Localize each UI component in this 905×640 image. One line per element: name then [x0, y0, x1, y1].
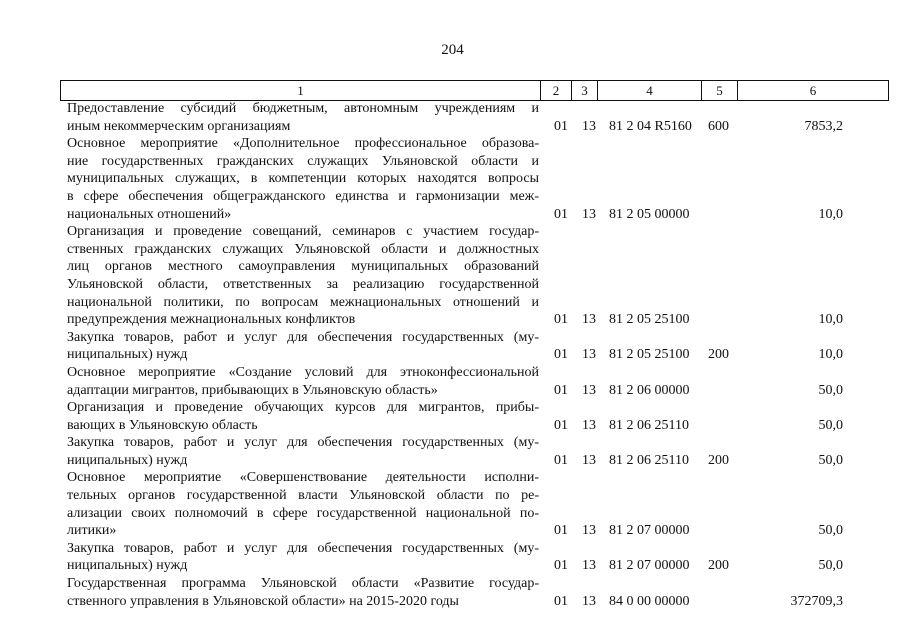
expense-type-code: 200: [708, 452, 729, 468]
table-row: [0, 469, 905, 539]
expense-type-code: 200: [708, 347, 729, 363]
section-code: 01: [554, 417, 568, 433]
table-row: [0, 364, 905, 399]
table-body: [0, 100, 905, 610]
row-description: [67, 399, 539, 434]
section-code: 01: [554, 118, 568, 134]
table-header: [60, 80, 889, 101]
description-line: Ульяновской области, ответственных за реализацию государственной: [67, 276, 539, 292]
amount: 372709,3: [790, 593, 843, 609]
table-row: [0, 434, 905, 469]
description-line: в сфере обеспечения общегражданского единства и гармонизации меж-: [67, 188, 539, 204]
amount: 7853,2: [804, 118, 843, 134]
table-row: [0, 329, 905, 364]
subsection-code: 13: [582, 523, 596, 539]
section-code: 01: [554, 558, 568, 574]
row-description: [67, 329, 539, 364]
target-article-code: 81 2 06 25110: [609, 452, 689, 468]
description-line: муниципальных служащих, в компетенции которых находятся вопросы: [67, 171, 539, 187]
target-article-code: 81 2 04 R5160: [609, 118, 692, 134]
description-line: лиц органов местного самоуправления муниципальных образований: [67, 259, 539, 275]
target-article-code: 81 2 07 00000: [609, 558, 690, 574]
description-line: Закупка товаров, работ и услуг для обеспечения государственных (му-: [67, 435, 539, 451]
table-row: [0, 575, 905, 610]
expense-type-code: 200: [708, 558, 729, 574]
description-line: национальных отношений»: [67, 206, 232, 222]
amount: 10,0: [818, 312, 843, 328]
target-article-code: 81 2 05 25100: [609, 347, 690, 363]
description-line: национальной политики, по вопросам межнациональных отношений и: [67, 294, 539, 310]
section-code: 01: [554, 452, 568, 468]
description-line: адаптации мигрантов, прибывающих в Ульяновскую область»: [67, 382, 438, 398]
amount: 10,0: [818, 347, 843, 363]
subsection-code: 13: [582, 206, 596, 222]
row-description: [67, 469, 539, 539]
table-row: [0, 100, 905, 135]
description-line: литики»: [67, 523, 117, 539]
row-description: [67, 575, 539, 610]
target-article-code: 81 2 06 25110: [609, 417, 689, 433]
subsection-code: 13: [582, 417, 596, 433]
subsection-code: 13: [582, 558, 596, 574]
description-line: Основное мероприятие «Дополнительное профессиональное образова-: [67, 136, 539, 152]
description-line: вающих в Ульяновскую область: [67, 417, 258, 433]
expense-type-code: 600: [708, 118, 729, 134]
description-line: ниципальных) нужд: [67, 452, 188, 468]
subsection-code: 13: [582, 382, 596, 398]
description-line: ниципальных) нужд: [67, 347, 188, 363]
description-line: Закупка товаров, работ и услуг для обеспечения государственных (му-: [67, 540, 539, 556]
target-article-code: 81 2 05 00000: [609, 206, 690, 222]
description-line: Государственная программа Ульяновской области «Развитие государ-: [67, 576, 539, 592]
subsection-code: 13: [582, 118, 596, 134]
target-article-code: 81 2 05 25100: [609, 312, 690, 328]
subsection-code: 13: [582, 452, 596, 468]
description-line: Предоставление субсидий бюджетным, автономным учреждениям и: [67, 101, 539, 116]
section-code: 01: [554, 382, 568, 398]
page-number: 204: [441, 42, 464, 58]
header-col-1: 1: [61, 81, 541, 100]
section-code: 01: [554, 523, 568, 539]
description-line: ние государственных гражданских служащих Ульяновской области и: [67, 153, 539, 169]
target-article-code: 81 2 06 00000: [609, 382, 690, 398]
description-line: Организация и проведение совещаний, семинаров с участием государ-: [67, 224, 539, 240]
amount: 50,0: [818, 452, 843, 468]
description-line: Основное мероприятие «Создание условий для этноконфессиональной: [67, 364, 539, 380]
amount: 50,0: [818, 558, 843, 574]
row-description: [67, 223, 539, 329]
description-line: иным некоммерческим организациям: [67, 118, 291, 134]
section-code: 01: [554, 347, 568, 363]
header-col-2: 2: [541, 81, 572, 100]
table-row: [0, 540, 905, 575]
description-line: Закупка товаров, работ и услуг для обеспечения государственных (му-: [67, 329, 539, 345]
row-description: [67, 100, 539, 135]
table-row: [0, 135, 905, 223]
description-line: ализации своих полномочий в сфере государственной национальной по-: [67, 505, 539, 521]
header-col-6: 6: [809, 83, 817, 98]
amount: 50,0: [818, 382, 843, 398]
description-line: ственных гражданских служащих Ульяновской области и должностных: [67, 241, 539, 257]
description-line: предупреждения межнациональных конфликтов: [67, 312, 356, 328]
section-code: 01: [554, 593, 568, 609]
description-line: Основное мероприятие «Совершенствование деятельности исполни-: [67, 470, 539, 486]
row-description: [67, 540, 539, 575]
table-row: [0, 223, 905, 329]
target-article-code: 84 0 00 00000: [609, 593, 690, 609]
description-line: тельных органов государственной власти Ульяновской области по ре-: [67, 488, 539, 504]
amount: 50,0: [818, 417, 843, 433]
description-line: ниципальных) нужд: [67, 558, 188, 574]
subsection-code: 13: [582, 312, 596, 328]
row-description: [67, 364, 539, 399]
subsection-code: 13: [582, 347, 596, 363]
row-description: [67, 434, 539, 469]
description-line: ственного управления в Ульяновской области» на 2015-2020 годы: [67, 593, 459, 609]
section-code: 01: [554, 312, 568, 328]
header-col-5: 5: [702, 81, 738, 100]
section-code: 01: [554, 206, 568, 222]
amount: 10,0: [818, 206, 843, 222]
target-article-code: 81 2 07 00000: [609, 523, 690, 539]
row-description: [67, 135, 539, 223]
table-row: [0, 399, 905, 434]
header-col-3: 3: [572, 81, 598, 100]
amount: 50,0: [818, 523, 843, 539]
description-line: Организация и проведение обучающих курсов для мигрантов, прибы-: [67, 400, 539, 416]
subsection-code: 13: [582, 593, 596, 609]
header-col-4: 4: [598, 81, 702, 100]
